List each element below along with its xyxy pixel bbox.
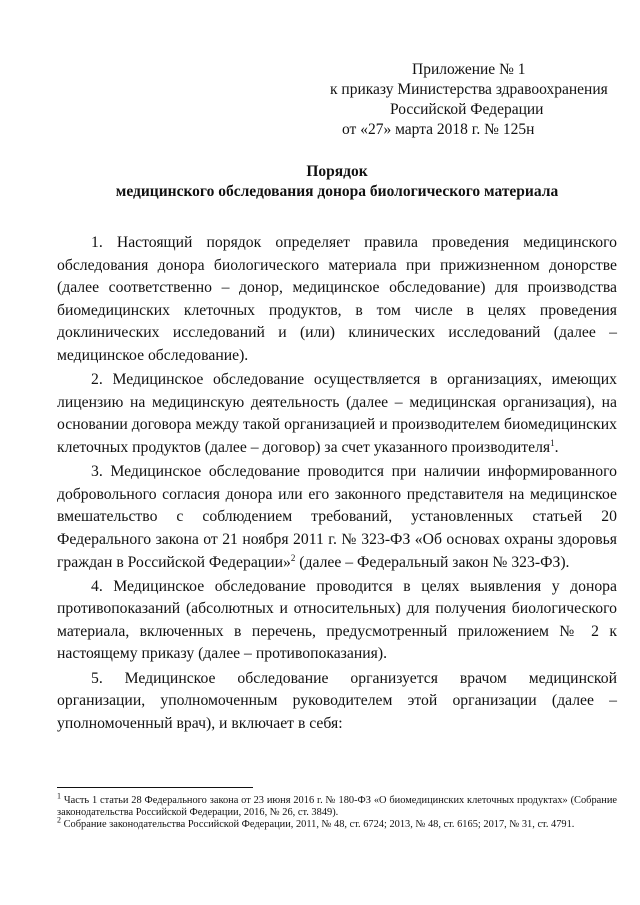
footnote-1-mark: 1: [57, 791, 61, 801]
annex-order-ref: к приказу Министерства здравоохранения: [330, 81, 608, 98]
footnote-1: [57, 791, 617, 819]
footnotes: [57, 791, 617, 831]
paragraph-2-end: .: [554, 438, 559, 456]
document-body: [57, 232, 617, 737]
footnote-ref-2: 2: [290, 552, 296, 563]
paragraph-2-text: 2. Медицинское обследование осуществляется в организациях, имеющих лицензию на медицинскую деятельность (далее – медицинская организация), на основании договора между такой организацией и производителем биомедицинских клеточных продуктов (далее – договор) за счет указанного производителя: [57, 371, 617, 456]
annex-number: Приложение № 1: [412, 61, 526, 78]
document-title: [57, 162, 617, 202]
title-heading: Порядок: [306, 163, 368, 180]
footnote-2-text: Собрание законодательства Российской Федерации, 2011, № 48, ст. 6724; 2013, № 48, ст. 6165; 2017, № 31, ст. 4791.: [61, 819, 575, 830]
paragraph-3: [57, 461, 617, 574]
paragraph-5: 5. Медицинское обследование организуется врачом медицинской организации, уполномоченным руководителем этой организации (далее – уполномоченный врач), и включает в себя:: [57, 669, 617, 732]
annex-federation: Российской Федерации: [390, 101, 544, 118]
annex-date: от «27» марта 2018 г. № 125н: [342, 121, 535, 138]
paragraph-3-tail: (далее – Федеральный закон № 323-ФЗ).: [295, 553, 570, 571]
footnote-2: [57, 815, 617, 831]
paragraph-4: 4. Медицинское обследование проводится в целях выявления у донора противопоказаний (абсолютных и относительных) для получения биологического материала, включенных в перечень, предусмотренный приложением № 2 к настоящему приказу (далее – противопоказания).: [57, 577, 617, 663]
footnote-divider: [57, 787, 253, 788]
title-subheading: медицинского обследования донора биологического материала: [115, 183, 559, 200]
paragraph-2: [57, 369, 617, 459]
paragraph-1: 1. Настоящий порядок определяет правила проведения медицинского обследования донора биологического материала при прижизненном донорстве (далее соответственно – донор, медицинское обследование) для производства биомедицинских клеточных продуктов, в том числе в целях проведения доклинических исследований и (или) клинических исследований (далее – медицинское обследование).: [57, 234, 617, 364]
footnote-ref-1: 1: [550, 437, 555, 448]
footnote-1-text: Часть 1 статьи 28 Федерального закона от 23 июня 2016 г. № 180-ФЗ «О биомедицинских клеточных продуктах» (Собрание законодательства Российской Федерации, 2016, № 26, ст. 3849).: [57, 795, 617, 818]
footnote-2-mark: 2: [57, 815, 61, 825]
annex-header: [300, 60, 618, 140]
paragraph-3-text: 3. Медицинское обследование проводится при наличии информированного добровольного согласия донора или его законного представителя на медицинское вмешательство с соблюдением требований, установленных статьей 20 Федерального закона от 21 ноября 2011 г. № 323-ФЗ «Об основах охраны здоровья граждан в Российской Федерации»: [57, 463, 617, 571]
